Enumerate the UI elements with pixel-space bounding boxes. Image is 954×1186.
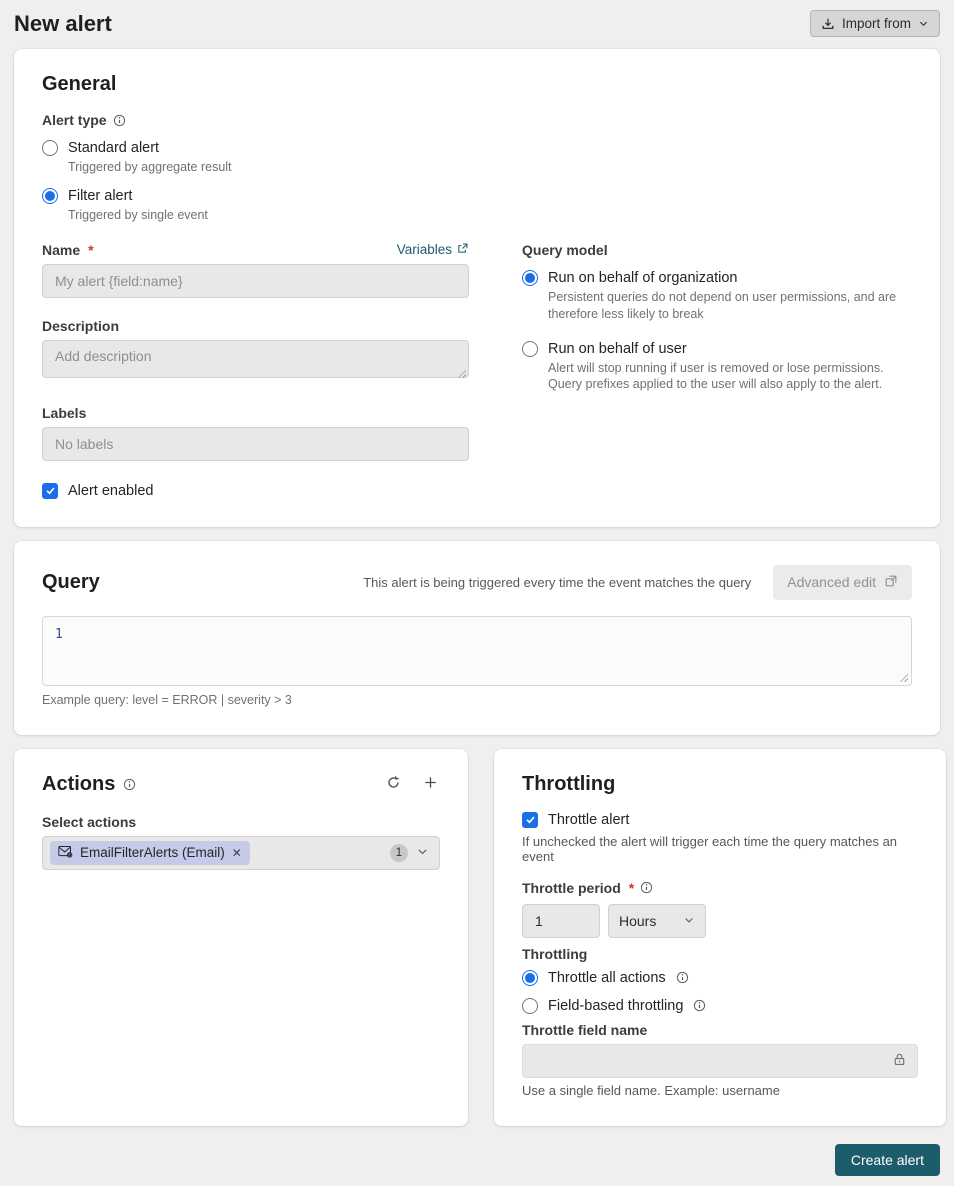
refresh-icon — [386, 775, 401, 793]
query-section — [14, 541, 940, 735]
page-title: New alert — [14, 10, 112, 36]
throttle-all-actions-info-icon[interactable] — [676, 971, 689, 984]
throttle-unit-value: Hours — [619, 912, 657, 929]
throttle-field-name-label: Throttle field name — [522, 1021, 648, 1038]
alert-enabled-checkbox[interactable]: Alert enabled — [42, 483, 469, 499]
variables-link[interactable]: Variables — [397, 242, 469, 258]
alert-type-filter-radio[interactable]: Filter alert — [42, 188, 912, 204]
labels-label: Labels — [42, 404, 87, 421]
chevron-down-icon — [416, 845, 429, 861]
plus-icon — [423, 775, 438, 793]
radio-icon — [42, 140, 58, 156]
throttle-field-name-hint: Use a single field name. Example: username — [522, 1082, 780, 1098]
radio-icon — [522, 998, 538, 1014]
alert-type-filter-description: Triggered by single event — [68, 207, 208, 222]
actions-info-icon[interactable] — [123, 778, 136, 791]
checkbox-checked-icon — [522, 812, 538, 828]
import-from-button[interactable] — [810, 10, 940, 37]
page-footer — [0, 1144, 954, 1186]
chevron-down-icon — [918, 18, 929, 29]
radio-icon — [522, 341, 538, 357]
select-actions-control[interactable] — [42, 836, 440, 870]
description-label: Description — [42, 317, 120, 334]
remove-action-icon[interactable]: ✕ — [231, 845, 242, 860]
alert-type-label: Alert type — [42, 112, 912, 128]
query-editor[interactable] — [42, 616, 912, 686]
refresh-actions-button[interactable] — [384, 773, 403, 795]
alert-type-info-icon[interactable] — [113, 114, 126, 127]
bottom-row — [14, 749, 946, 1126]
throttle-field-name-input — [522, 1044, 918, 1078]
query-title: Query — [42, 570, 100, 593]
query-example: Example query: level = ERROR | severity > 3 — [42, 692, 292, 707]
throttle-alert-hint: If unchecked the alert will trigger each time the query matches an event — [522, 833, 898, 864]
query-model-organization-radio[interactable]: Run on behalf of organization — [522, 270, 912, 286]
select-actions-label: Select actions — [42, 813, 137, 830]
download-icon — [821, 17, 835, 31]
add-action-button[interactable] — [421, 773, 440, 795]
throttle-period-info-icon[interactable] — [640, 881, 653, 894]
general-left-column — [42, 242, 469, 499]
description-input[interactable] — [42, 340, 469, 378]
radio-checked-icon — [42, 188, 58, 204]
query-model-user-radio[interactable]: Run on behalf of user — [522, 341, 912, 357]
throttling-section — [494, 749, 946, 1126]
query-hint: This alert is being triggered every time the event matches the query — [363, 574, 752, 590]
import-from-label: Import from — [841, 16, 911, 31]
throttling-sub-label: Throttling — [522, 945, 588, 962]
name-input[interactable] — [42, 264, 469, 298]
throttle-alert-checkbox[interactable]: Throttle alert — [522, 812, 918, 828]
throttle-period-input[interactable] — [522, 904, 600, 938]
lock-icon — [892, 1052, 907, 1070]
checkbox-checked-icon — [42, 483, 58, 499]
throttling-title: Throttling — [522, 772, 616, 795]
chevron-down-icon — [683, 913, 695, 929]
name-label: Name * — [42, 241, 94, 258]
external-link-icon — [884, 574, 898, 591]
general-section — [14, 49, 940, 527]
query-model-organization-description: Persistent queries do not depend on user permissions, and are therefore less likely to break — [548, 289, 897, 321]
alert-type-standard-description: Triggered by aggregate result — [68, 160, 232, 174]
create-alert-button[interactable]: Create alert — [835, 1144, 940, 1176]
field-based-throttling-info-icon[interactable] — [693, 999, 706, 1012]
throttle-unit-select[interactable] — [608, 904, 706, 938]
radio-checked-icon — [522, 270, 538, 286]
labels-input[interactable] — [42, 427, 469, 461]
page-header — [0, 0, 954, 49]
actions-title: Actions — [42, 772, 116, 795]
query-model-group — [522, 242, 912, 499]
action-tag-label: EmailFilterAlerts (Email) — [80, 845, 225, 861]
actions-section — [14, 749, 468, 1126]
action-tag — [50, 841, 250, 865]
query-model-label: Query model — [522, 241, 608, 258]
email-icon — [58, 845, 73, 861]
query-model-user-description: Alert will stop running if user is removed or lose permissions. Query prefixes applied to the user will also apply to the alert. — [548, 360, 884, 392]
query-line-number: 1 — [55, 626, 63, 642]
throttle-period-label: Throttle period * — [522, 880, 918, 896]
alert-type-standard-radio[interactable]: Standard alert — [42, 140, 912, 156]
external-link-icon — [456, 242, 469, 258]
throttle-all-actions-radio[interactable]: Throttle all actions — [522, 970, 918, 986]
advanced-edit-button[interactable]: Advanced edit — [773, 565, 912, 600]
field-based-throttling-radio[interactable]: Field-based throttling — [522, 998, 918, 1014]
selected-count-badge: 1 — [390, 844, 408, 862]
general-title: General — [42, 73, 117, 95]
radio-checked-icon — [522, 970, 538, 986]
